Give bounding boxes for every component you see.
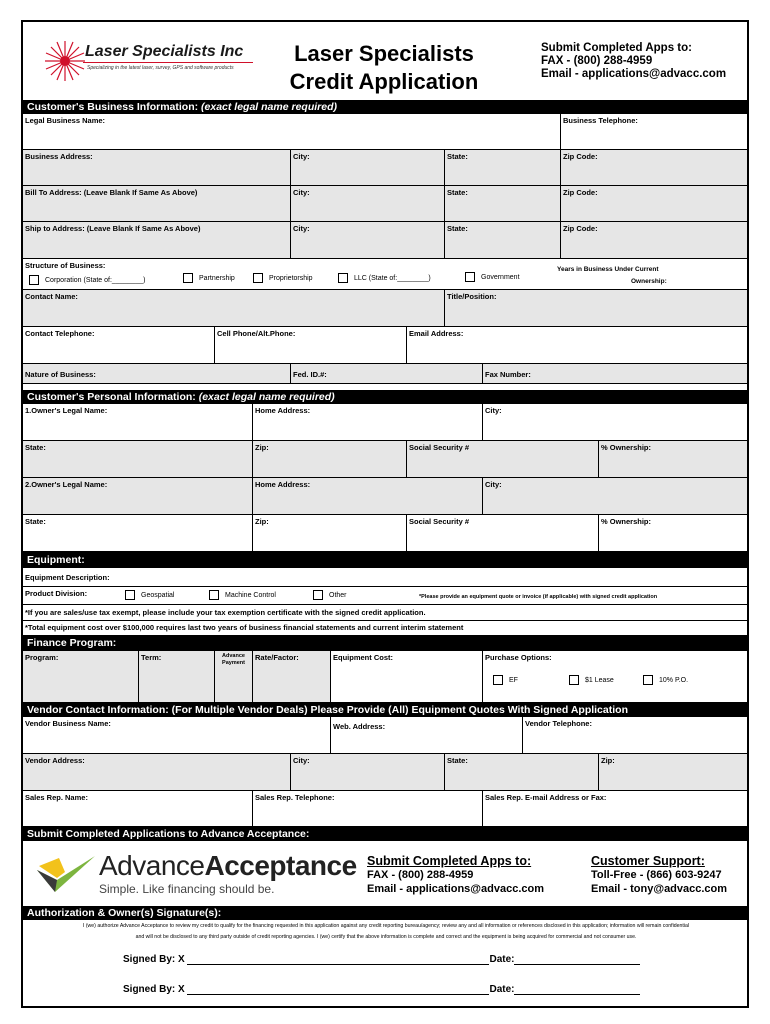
submit-apps-block (367, 854, 544, 896)
bill-to-city-field[interactable] (291, 186, 445, 222)
field-label: Sales Rep. Telephone: (255, 793, 335, 802)
field-label: City: (485, 480, 502, 489)
field-label: Title/Position: (447, 292, 497, 301)
field-label: State: (447, 152, 468, 161)
field-label: Sales Rep. E-mail Address or Fax: (485, 793, 607, 802)
owner2-ssn-field[interactable] (407, 515, 599, 552)
option-label: Government (481, 273, 520, 281)
field-label: Zip Code: (563, 224, 598, 233)
vendor-state-field[interactable] (445, 754, 599, 791)
field-label: City: (293, 756, 310, 765)
nature-of-business-field[interactable] (23, 364, 291, 384)
field-label: Equipment Cost: (333, 653, 393, 662)
option-machine-control[interactable] (209, 590, 276, 600)
years-in-business-label-2: Ownership: (631, 278, 667, 285)
checkbox[interactable] (29, 275, 39, 285)
advance-label-2: Payment (222, 660, 245, 666)
personal-section-header (23, 390, 747, 404)
business-address-field[interactable] (23, 150, 291, 186)
business-zip-field[interactable] (561, 150, 747, 186)
purchase-options-field (483, 651, 747, 703)
vendor-web-address-field[interactable] (331, 717, 523, 754)
submit-heading: Submit Completed Apps to: (541, 42, 692, 54)
field-label: Term: (141, 653, 162, 662)
quote-note: *Please provide an equipment quote or invoice (if applicable) with signed credit application (419, 594, 658, 600)
business-city-field[interactable] (291, 150, 445, 186)
option-government[interactable] (465, 272, 520, 282)
aa-logo-word-1: Advance (99, 850, 205, 881)
field-label: Zip Code: (563, 152, 598, 161)
checkbox[interactable] (643, 675, 653, 685)
checkbox[interactable] (253, 273, 263, 283)
checkbox[interactable] (465, 272, 475, 282)
divider (23, 620, 747, 621)
advance-label-1: Advance (222, 653, 245, 659)
authorization-text (27, 921, 745, 943)
field-label: Home Address: (255, 406, 311, 415)
submit-apps-heading: Submit Completed Apps to: (367, 854, 532, 868)
laser-specialists-logo (43, 39, 263, 99)
starburst-icon (43, 39, 87, 83)
owner2-name-field[interactable] (23, 478, 253, 515)
field-label: State: (447, 756, 468, 765)
option-ef[interactable] (493, 675, 518, 685)
tax-exempt-note: *If you are sales/use tax exempt, please include your tax exemption certificate with the signed credit application. (25, 608, 426, 617)
signed-by-label: Signed By: X (123, 954, 185, 965)
field-label: Home Address: (255, 480, 311, 489)
owner1-ssn-field[interactable] (407, 441, 599, 478)
field-label: Cell Phone/Alt.Phone: (217, 329, 296, 338)
field-label: Purchase Options: (485, 653, 552, 662)
field-label: Contact Telephone: (25, 329, 95, 338)
fax-number-field[interactable] (483, 364, 747, 384)
option-label: EF (509, 676, 518, 684)
cell-phone-field[interactable] (215, 327, 407, 364)
business-state-field[interactable] (445, 150, 561, 186)
option-label: $1 Lease (585, 676, 614, 684)
field-label: Social Security # (409, 443, 470, 452)
checkbox[interactable] (183, 273, 193, 283)
vendor-section-header (23, 703, 747, 717)
field-label: Business Telephone: (563, 116, 638, 125)
option-label: Machine Control (225, 591, 276, 599)
checkbox[interactable] (569, 675, 579, 685)
field-label: Vendor Business Name: (25, 719, 111, 728)
field-label: City: (293, 224, 310, 233)
option-geospatial[interactable] (125, 590, 174, 600)
field-label: Zip: (255, 517, 269, 526)
field-label: 1.Owner's Legal Name: (25, 406, 108, 415)
field-label: City: (485, 406, 502, 415)
field-label: Bill To Address: (Leave Blank If Same As Above) (25, 188, 198, 197)
business-telephone-field[interactable] (561, 114, 747, 150)
option-partnership[interactable] (183, 273, 235, 283)
field-label: Zip Code: (563, 188, 598, 197)
signature-field[interactable] (187, 994, 489, 995)
business-heading: Customer's Business Information: (27, 101, 199, 113)
checkbox[interactable] (209, 590, 219, 600)
equipment-section-header (23, 552, 747, 568)
owner2-home-address-field[interactable] (253, 478, 483, 515)
contact-name-field[interactable] (23, 290, 445, 327)
authorization-section-header (23, 906, 747, 920)
signature-line-2[interactable] (123, 984, 640, 995)
finance-heading: Finance Program: (27, 637, 117, 649)
date-field[interactable] (514, 964, 640, 965)
rate-factor-field[interactable] (253, 651, 331, 703)
fed-id-field[interactable] (291, 364, 483, 384)
checkbox[interactable] (313, 590, 323, 600)
option-label: Other (329, 591, 347, 599)
field-label: State: (447, 224, 468, 233)
submit-email: Email - applications@advacc.com (541, 68, 727, 80)
owner1-name-field[interactable] (23, 404, 253, 441)
option-10-percent-po[interactable] (643, 675, 688, 685)
option-llc[interactable] (338, 273, 431, 283)
logo-underline (83, 62, 253, 63)
equipment-description-field[interactable] (23, 568, 747, 587)
option-label: Corporation (State of:________) (45, 276, 146, 284)
field-label: Fed. ID.#: (293, 370, 327, 379)
submit-apps-email: Email - applications@advacc.com (367, 883, 545, 895)
option-label: Proprietorship (269, 274, 313, 282)
signed-by-label: Signed By: X (123, 984, 185, 995)
vendor-city-field[interactable] (291, 754, 445, 791)
business-heading-note: (exact legal name required) (201, 101, 337, 113)
vendor-zip-field[interactable] (599, 754, 747, 791)
field-label: Program: (25, 653, 59, 662)
signature-line-1[interactable] (123, 954, 640, 965)
total-cost-note: *Total equipment cost over $100,000 requires last two years of business financial statements and current interim statement (25, 623, 464, 632)
checkmark-logo-icon (35, 852, 99, 896)
term-field[interactable] (139, 651, 215, 703)
sales-rep-email-field[interactable] (483, 791, 747, 827)
title-position-field[interactable] (445, 290, 747, 327)
owner2-state-field[interactable] (23, 515, 253, 552)
field-label: Web. Address: (333, 722, 386, 731)
field-label: State: (447, 188, 468, 197)
vendor-heading: Vendor Contact Information: (For Multiple Vendor Deals) Please Provide (All) Equipment Quotes With Signed Application (27, 704, 628, 716)
customer-support-phone: Toll-Free - (866) 603-9247 (591, 869, 722, 881)
field-label: 2.Owner's Legal Name: (25, 480, 108, 489)
authorization-text-line-2: and will not be disclosed to any third party outside of credit reporting agencies. I (we) certify that the above information is complete and correct and the equipment is being acquired for commercial and not consumer use. (135, 934, 637, 940)
field-label: Rate/Factor: (255, 653, 299, 662)
vendor-address-field[interactable] (23, 754, 291, 791)
credit-application-form (21, 20, 749, 1008)
field-label: Business Address: (25, 152, 93, 161)
bill-to-address-field[interactable] (23, 186, 291, 222)
ship-to-state-field[interactable] (445, 222, 561, 259)
owner2-city-field[interactable] (483, 478, 747, 515)
business-section-header (23, 100, 747, 114)
owner1-state-field[interactable] (23, 441, 253, 478)
sales-rep-name-field[interactable] (23, 791, 253, 827)
customer-support-block (591, 854, 727, 896)
product-division-label: Product Division: (25, 589, 88, 598)
field-label: Contact Name: (25, 292, 78, 301)
structure-label: Structure of Business: (25, 261, 106, 270)
field-label: % Ownership: (601, 517, 652, 526)
field-label: Nature of Business: (25, 370, 96, 379)
title-line-2: Credit Application (289, 69, 479, 94)
option-other[interactable] (313, 590, 347, 600)
checkbox[interactable] (493, 675, 503, 685)
field-label: Social Security # (409, 517, 470, 526)
finance-section-header (23, 635, 747, 651)
owner1-ownership-field[interactable] (599, 441, 747, 478)
owner1-home-address-field[interactable] (253, 404, 483, 441)
years-in-business-label-1: Years in Business Under Current (557, 266, 659, 273)
field-label: Equipment Description: (25, 573, 110, 582)
field-label: Vendor Telephone: (525, 719, 592, 728)
field-label: Vendor Address: (25, 756, 85, 765)
advance-acceptance-logo (35, 848, 357, 904)
submit-fax: FAX - (800) 288-4959 (541, 55, 653, 67)
option-1-dollar-lease[interactable] (569, 675, 614, 685)
personal-heading: Customer's Personal Information: (27, 391, 196, 403)
page-title (279, 40, 489, 96)
date-label: Date: (489, 984, 515, 995)
date-label: Date: (489, 954, 515, 965)
field-label: Ship to Address: (Leave Blank If Same As Above) (25, 224, 201, 233)
ship-to-zip-field[interactable] (561, 222, 747, 259)
field-label: State: (25, 517, 46, 526)
vendor-telephone-field[interactable] (523, 717, 747, 754)
sales-rep-telephone-field[interactable] (253, 791, 483, 827)
bill-to-state-field[interactable] (445, 186, 561, 222)
ship-to-address-field[interactable] (23, 222, 291, 259)
option-label: LLC (State of:________) (354, 274, 431, 282)
legal-business-name-field[interactable] (23, 114, 561, 150)
submit-section-heading: Submit Completed Applications to Advance Acceptance: (27, 828, 310, 840)
program-field[interactable] (23, 651, 139, 703)
authorization-text-line-1: I (we) authorize Advance Acceptance to review my credit to qualify for the financing requested in this application against any credit reporting bureau/agency; review any and all information or references disclosed in this application; information will remain confidential (82, 923, 690, 929)
vendor-business-name-field[interactable] (23, 717, 331, 754)
option-corporation[interactable] (29, 275, 145, 285)
equipment-heading: Equipment: (27, 554, 85, 566)
logo-tagline: Specializing in the latest laser, survey, GPS and software products (87, 65, 234, 71)
field-label: Email Address: (409, 329, 464, 338)
field-label: Zip: (601, 756, 615, 765)
aa-logo-word-2: Acceptance (204, 850, 357, 881)
title-line-1: Laser Specialists (294, 41, 474, 66)
logo-name: Laser Specialists Inc (85, 43, 244, 60)
option-label: Geospatial (141, 591, 175, 599)
authorization-heading: Authorization & Owner(s) Signature(s): (27, 907, 222, 919)
field-label: Fax Number: (485, 370, 531, 379)
customer-support-heading: Customer Support: (591, 854, 705, 868)
equipment-cost-field[interactable] (331, 651, 483, 703)
checkbox[interactable] (338, 273, 348, 283)
aa-logo-name (99, 850, 357, 882)
checkbox[interactable] (125, 590, 135, 600)
advance-payment-field[interactable] (215, 651, 253, 703)
field-label: City: (293, 188, 310, 197)
email-address-field[interactable] (407, 327, 747, 364)
contact-telephone-field[interactable] (23, 327, 215, 364)
submit-info-top (541, 42, 726, 81)
customer-support-email: Email - tony@advacc.com (591, 883, 728, 895)
personal-heading-note: (exact legal name required) (198, 391, 335, 403)
field-label: % Ownership: (601, 443, 652, 452)
owner2-zip-field[interactable] (253, 515, 407, 552)
field-label: Legal Business Name: (25, 116, 106, 125)
submit-apps-fax: FAX - (800) 288-4959 (367, 869, 474, 881)
option-proprietorship[interactable] (253, 273, 313, 283)
field-label: City: (293, 152, 310, 161)
submit-section-header (23, 827, 747, 841)
option-label: 10% P.O. (659, 676, 689, 684)
owner1-zip-field[interactable] (253, 441, 407, 478)
bill-to-zip-field[interactable] (561, 186, 747, 222)
owner2-ownership-field[interactable] (599, 515, 747, 552)
date-field[interactable] (514, 994, 640, 995)
field-label: State: (25, 443, 46, 452)
owner1-city-field[interactable] (483, 404, 747, 441)
field-label: Sales Rep. Name: (25, 793, 88, 802)
ship-to-city-field[interactable] (291, 222, 445, 259)
option-label: Partnership (199, 274, 235, 282)
aa-logo-tagline: Simple. Like financing should be. (99, 882, 275, 896)
field-label: Zip: (255, 443, 269, 452)
signature-field[interactable] (187, 964, 489, 965)
